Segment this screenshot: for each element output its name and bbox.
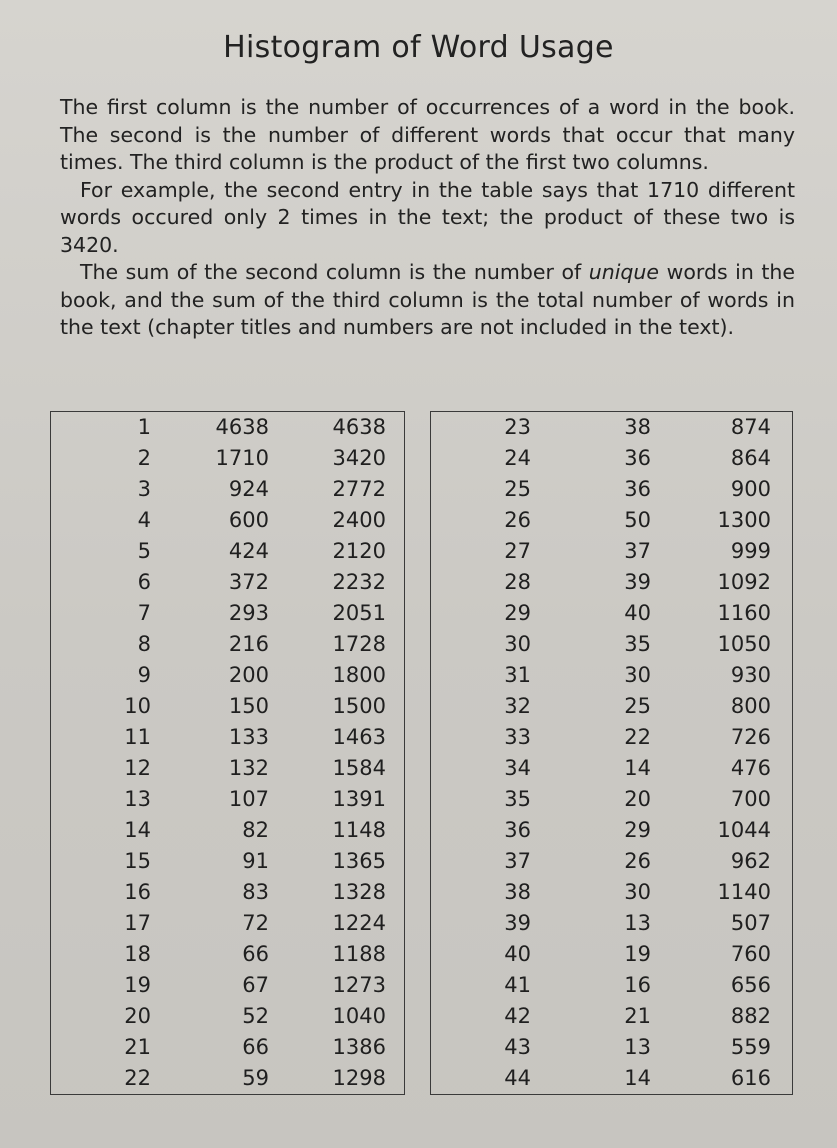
table-row [51, 660, 404, 691]
product-cell: 2400 [332, 508, 386, 532]
occurrences-cell: 10 [124, 694, 151, 718]
word-count-cell: 83 [242, 880, 269, 904]
occurrences-cell: 6 [137, 570, 151, 594]
product-cell: 1800 [332, 663, 386, 687]
occurrences-cell: 1 [137, 415, 151, 439]
product-cell: 1386 [332, 1035, 386, 1059]
word-count-cell: 40 [624, 601, 651, 625]
table-row [51, 908, 404, 939]
product-cell: 1273 [332, 973, 386, 997]
table-row [431, 443, 792, 474]
table-row [51, 970, 404, 1001]
word-count-cell: 59 [242, 1066, 269, 1090]
product-cell: 507 [730, 911, 771, 935]
word-count-cell: 13 [624, 911, 651, 935]
product-cell: 1140 [717, 880, 771, 904]
product-cell: 1092 [717, 570, 771, 594]
occurrences-cell: 41 [504, 973, 531, 997]
table-row [431, 412, 792, 443]
word-count-cell: 38 [624, 415, 651, 439]
product-cell: 864 [730, 446, 771, 470]
occurrences-cell: 2 [137, 446, 151, 470]
table-row [51, 1001, 404, 1032]
occurrences-cell: 31 [504, 663, 531, 687]
table-row [431, 1032, 792, 1063]
paragraph-3-after: words in the book, and the sum of the third column is the total number of words in the text (chapter titles and numbers are not included in the text). [60, 260, 796, 339]
occurrences-cell: 3 [137, 477, 151, 501]
paragraph-3-before: The sum of the second column is the number of [80, 260, 589, 284]
occurrences-cell: 18 [124, 942, 151, 966]
product-cell: 1050 [717, 632, 771, 656]
occurrences-cell: 20 [124, 1004, 151, 1028]
product-cell: 726 [730, 725, 771, 749]
table-row [431, 753, 792, 784]
occurrences-cell: 22 [124, 1066, 151, 1090]
occurrences-cell: 11 [124, 725, 151, 749]
paragraph-3 [60, 259, 795, 342]
paragraph-1: The first column is the number of occurrences of a word in the book. The second is the number of different words that occur that many times. The third column is the product of the first two columns. [60, 95, 795, 174]
table-row [51, 877, 404, 908]
word-count-cell: 132 [228, 756, 269, 780]
histogram-table-left [50, 411, 405, 1095]
word-count-cell: 52 [242, 1004, 269, 1028]
word-count-cell: 26 [624, 849, 651, 873]
table-row [431, 1063, 792, 1094]
product-cell: 2232 [332, 570, 386, 594]
table-row [51, 629, 404, 660]
table-row [51, 412, 404, 443]
product-cell: 1188 [332, 942, 386, 966]
word-count-cell: 22 [624, 725, 651, 749]
product-cell: 4638 [332, 415, 386, 439]
table-row [51, 474, 404, 505]
occurrences-cell: 39 [504, 911, 531, 935]
occurrences-cell: 17 [124, 911, 151, 935]
word-count-cell: 72 [242, 911, 269, 935]
occurrences-cell: 32 [504, 694, 531, 718]
table-row [431, 505, 792, 536]
occurrences-cell: 42 [504, 1004, 531, 1028]
occurrences-cell: 16 [124, 880, 151, 904]
table-row [51, 1063, 404, 1094]
product-cell: 874 [730, 415, 771, 439]
word-count-cell: 372 [228, 570, 269, 594]
occurrences-cell: 24 [504, 446, 531, 470]
occurrences-cell: 27 [504, 539, 531, 563]
table-row [431, 877, 792, 908]
product-cell: 1391 [332, 787, 386, 811]
table-row [431, 784, 792, 815]
occurrences-cell: 30 [504, 632, 531, 656]
word-count-cell: 25 [624, 694, 651, 718]
product-cell: 3420 [332, 446, 386, 470]
product-cell: 1500 [332, 694, 386, 718]
occurrences-cell: 43 [504, 1035, 531, 1059]
product-cell: 1160 [717, 601, 771, 625]
word-count-cell: 424 [228, 539, 269, 563]
word-count-cell: 29 [624, 818, 651, 842]
word-count-cell: 19 [624, 942, 651, 966]
word-count-cell: 91 [242, 849, 269, 873]
paragraph-2: For example, the second entry in the table says that 1710 different words occured only 2 times in the text; the product of these two is 3420. [60, 177, 795, 257]
table-row [51, 939, 404, 970]
product-cell: 1728 [332, 632, 386, 656]
word-count-cell: 30 [624, 663, 651, 687]
table-row [431, 1001, 792, 1032]
occurrences-cell: 36 [504, 818, 531, 842]
product-cell: 1044 [717, 818, 771, 842]
word-count-cell: 20 [624, 787, 651, 811]
occurrences-cell: 26 [504, 508, 531, 532]
word-count-cell: 30 [624, 880, 651, 904]
occurrences-cell: 12 [124, 756, 151, 780]
product-cell: 2772 [332, 477, 386, 501]
word-count-cell: 50 [624, 508, 651, 532]
word-count-cell: 216 [228, 632, 269, 656]
occurrences-cell: 13 [124, 787, 151, 811]
word-count-cell: 150 [228, 694, 269, 718]
occurrences-cell: 8 [137, 632, 151, 656]
occurrences-cell: 5 [137, 539, 151, 563]
product-cell: 700 [730, 787, 771, 811]
word-count-cell: 4638 [215, 415, 269, 439]
word-count-cell: 21 [624, 1004, 651, 1028]
word-count-cell: 107 [228, 787, 269, 811]
word-count-cell: 67 [242, 973, 269, 997]
table-row [431, 939, 792, 970]
product-cell: 882 [730, 1004, 771, 1028]
intro-text [60, 94, 795, 342]
occurrences-cell: 44 [504, 1066, 531, 1090]
histogram-table-right [430, 411, 793, 1095]
word-count-cell: 293 [228, 601, 269, 625]
product-cell: 1298 [332, 1066, 386, 1090]
table-row [431, 629, 792, 660]
word-count-cell: 36 [624, 446, 651, 470]
word-count-cell: 1710 [215, 446, 269, 470]
word-count-cell: 13 [624, 1035, 651, 1059]
word-count-cell: 14 [624, 756, 651, 780]
table-row [51, 784, 404, 815]
product-cell: 1224 [332, 911, 386, 935]
occurrences-cell: 14 [124, 818, 151, 842]
product-cell: 760 [730, 942, 771, 966]
occurrences-cell: 34 [504, 756, 531, 780]
table-row [431, 908, 792, 939]
occurrences-cell: 23 [504, 415, 531, 439]
word-count-cell: 36 [624, 477, 651, 501]
word-count-cell: 133 [228, 725, 269, 749]
word-count-cell: 200 [228, 663, 269, 687]
occurrences-cell: 19 [124, 973, 151, 997]
product-cell: 800 [730, 694, 771, 718]
word-count-cell: 600 [228, 508, 269, 532]
table-row [431, 691, 792, 722]
word-count-cell: 35 [624, 632, 651, 656]
table-row [51, 815, 404, 846]
word-count-cell: 82 [242, 818, 269, 842]
occurrences-cell: 28 [504, 570, 531, 594]
table-row [431, 598, 792, 629]
product-cell: 616 [730, 1066, 771, 1090]
product-cell: 999 [730, 539, 771, 563]
product-cell: 559 [730, 1035, 771, 1059]
product-cell: 1148 [332, 818, 386, 842]
word-count-cell: 14 [624, 1066, 651, 1090]
product-cell: 2120 [332, 539, 386, 563]
emphasis-unique: unique [588, 260, 660, 284]
occurrences-cell: 25 [504, 477, 531, 501]
table-row [431, 970, 792, 1001]
occurrences-cell: 40 [504, 942, 531, 966]
occurrences-cell: 38 [504, 880, 531, 904]
occurrences-cell: 35 [504, 787, 531, 811]
product-cell: 1328 [332, 880, 386, 904]
occurrences-cell: 15 [124, 849, 151, 873]
table-row [51, 567, 404, 598]
product-cell: 656 [730, 973, 771, 997]
product-cell: 1040 [332, 1004, 386, 1028]
occurrences-cell: 9 [137, 663, 151, 687]
product-cell: 1584 [332, 756, 386, 780]
page-title: Histogram of Word Usage [223, 30, 614, 65]
word-count-cell: 66 [242, 942, 269, 966]
table-row [51, 598, 404, 629]
occurrences-cell: 7 [137, 601, 151, 625]
table-row [51, 443, 404, 474]
word-count-cell: 37 [624, 539, 651, 563]
table-row [51, 846, 404, 877]
table-row [51, 505, 404, 536]
product-cell: 930 [730, 663, 771, 687]
table-row [51, 536, 404, 567]
product-cell: 2051 [332, 601, 386, 625]
product-cell: 1365 [332, 849, 386, 873]
table-row [431, 660, 792, 691]
table-row [51, 722, 404, 753]
word-count-cell: 66 [242, 1035, 269, 1059]
table-row [431, 846, 792, 877]
occurrences-cell: 21 [124, 1035, 151, 1059]
table-row [431, 815, 792, 846]
product-cell: 962 [730, 849, 771, 873]
occurrences-cell: 37 [504, 849, 531, 873]
table-row [51, 691, 404, 722]
table-row [51, 1032, 404, 1063]
occurrences-cell: 4 [137, 508, 151, 532]
product-cell: 900 [730, 477, 771, 501]
product-cell: 1300 [717, 508, 771, 532]
word-count-cell: 16 [624, 973, 651, 997]
table-row [431, 567, 792, 598]
word-count-cell: 924 [228, 477, 269, 501]
table-row [51, 753, 404, 784]
occurrences-cell: 33 [504, 725, 531, 749]
occurrences-cell: 29 [504, 601, 531, 625]
table-row [431, 722, 792, 753]
table-row [431, 536, 792, 567]
table-row [431, 474, 792, 505]
word-count-cell: 39 [624, 570, 651, 594]
product-cell: 476 [730, 756, 771, 780]
product-cell: 1463 [332, 725, 386, 749]
